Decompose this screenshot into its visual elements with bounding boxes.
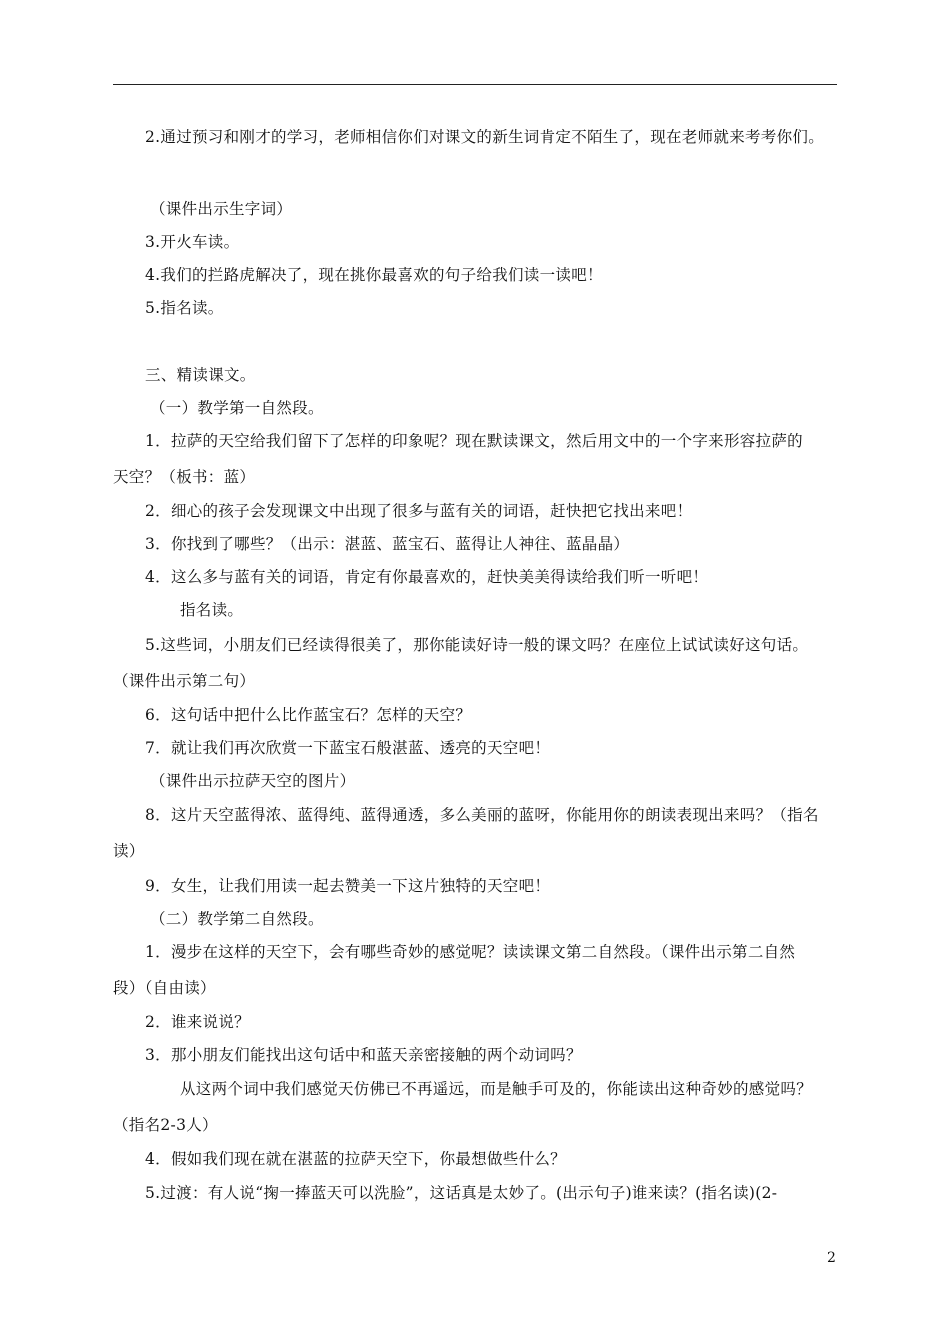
section-heading: 三、精读课文。 [145,366,256,384]
text-line: （课件出示生字词） [150,200,293,218]
page-number: 2 [827,1250,836,1266]
text-line: 7．就让我们再次欣赏一下蓝宝石般湛蓝、透亮的天空吧！ [145,739,551,757]
text-line: 3．那小朋友们能找出这句话中和蓝天亲密接触的两个动词吗？ [145,1046,582,1064]
text-line: 1．漫步在这样的天空下，会有哪些奇妙的感觉呢？读读课文第二自然段。（课件出示第二自然 [145,943,796,961]
text-line: 读） [113,842,145,860]
text-line: 8．这片天空蓝得浓、蓝得纯、蓝得通透，多么美丽的蓝呀，你能用你的朗读表现出来吗？（指名 [145,806,819,824]
subsection-heading: （二）教学第二自然段。 [150,910,324,928]
text-line: 9．女生，让我们用读一起去赞美一下这片独特的天空吧！ [145,877,551,895]
text-line: 5.指名读。 [145,299,224,317]
text-line: （课件出示拉萨天空的图片） [150,772,356,790]
text-line: 天空？（板书：蓝） [113,468,256,486]
text-line: 3.开火车读。 [145,233,240,251]
text-line: （课件出示第二句） [113,672,256,690]
text-line: 从这两个词中我们感觉天仿佛已不再遥远，而是触手可及的，你能读出这种奇妙的感觉吗？ [180,1080,813,1098]
text-line: 1．拉萨的天空给我们留下了怎样的印象呢？现在默读课文，然后用文中的一个字来形容拉萨的 [145,432,803,450]
text-line: 2．谁来说说？ [145,1013,250,1031]
subsection-heading: （一）教学第一自然段。 [150,399,324,417]
text-line: 5.这些词，小朋友们已经读得很美了，那你能读好诗一般的课文吗？在座位上试试读好这句话。 [145,636,809,654]
text-line: 2．细心的孩子会发现课文中出现了很多与蓝有关的词语，赶快把它找出来吧！ [145,502,693,520]
text-line: （指名2-3人） [113,1116,218,1134]
text-line: 2.通过预习和刚才的学习，老师相信你们对课文的新生词肯定不陌生了，现在老师就来考考你们。 [145,128,824,146]
header-rule [113,84,837,85]
text-line: 3．你找到了哪些？（出示：湛蓝、蓝宝石、蓝得让人神往、蓝晶晶） [145,535,630,553]
text-line: 4.我们的拦路虎解决了，现在挑你最喜欢的句子给我们读一读吧！ [145,266,603,284]
text-line: 段）（自由读） [113,979,216,997]
text-line: 4．假如我们现在就在湛蓝的拉萨天空下，你最想做些什么？ [145,1150,566,1168]
text-line: 5.过渡：有人说“掬一捧蓝天可以洗脸”，这话真是太妙了。(出示句子)谁来读？(指名读)(2- [145,1184,778,1202]
text-line: 6．这句话中把什么比作蓝宝石？怎样的天空？ [145,706,472,724]
text-line: 指名读。 [180,601,244,619]
text-line: 4．这么多与蓝有关的词语，肯定有你最喜欢的，赶快美美得读给我们听一听吧！ [145,568,709,586]
